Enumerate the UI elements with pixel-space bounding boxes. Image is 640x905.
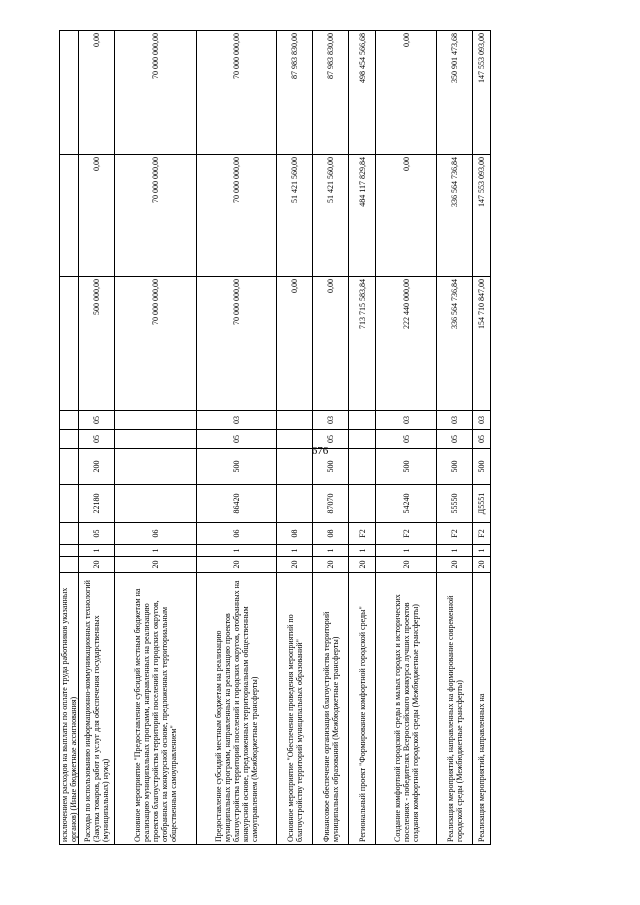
amount-year-2: 70 000 000,00 (197, 155, 277, 277)
program-code: 20 (79, 557, 115, 573)
amount-year-1: 70 000 000,00 (115, 277, 197, 411)
amount-year-3: 87 983 830,00 (277, 31, 313, 155)
expense-type (349, 449, 376, 485)
amount-year-2: 51 421 560,00 (313, 155, 349, 277)
row-name: Предоставление субсидий местным бюджетам на реализацию муниципальных программ, направленных на реализацию проектов благоустройства территорий поселений и городских округов, отобранных на конкурсной основе, предложенных территориальным общественным самоуправлением (Межбюджетные трансферты) (197, 573, 277, 845)
subsection-code: 03 (473, 411, 491, 430)
program-code: 20 (473, 557, 491, 573)
direction-code (277, 485, 313, 523)
row-name: Реализация мероприятий, направленных на (473, 573, 491, 845)
program-code: 20 (437, 557, 473, 573)
table-row (313, 31, 349, 845)
amount-year-2: 0,00 (376, 155, 437, 277)
program-code: 20 (349, 557, 376, 573)
amount-year-3 (60, 31, 79, 155)
table-row (437, 31, 473, 845)
amount-year-2: 147 553 093,00 (473, 155, 491, 277)
event-code: 06 (115, 523, 197, 545)
amount-year-1: 336 564 736,84 (437, 277, 473, 411)
amount-year-1: 0,00 (277, 277, 313, 411)
amount-year-1 (60, 277, 79, 411)
event-code: 08 (313, 523, 349, 545)
subprogram-code: 1 (349, 545, 376, 557)
expense-type: 500 (197, 449, 277, 485)
amount-year-1: 713 715 583,84 (349, 277, 376, 411)
expense-type (115, 449, 197, 485)
subprogram-code (60, 545, 79, 557)
program-code: 20 (277, 557, 313, 573)
table-row (60, 31, 79, 845)
amount-year-1: 154 710 847,00 (473, 277, 491, 411)
event-code: 05 (79, 523, 115, 545)
subprogram-code: 1 (79, 545, 115, 557)
amount-year-3: 87 983 830,00 (313, 31, 349, 155)
section-code: 05 (473, 430, 491, 449)
section-code (277, 430, 313, 449)
section-code (115, 430, 197, 449)
direction-code (60, 485, 79, 523)
program-code (60, 557, 79, 573)
program-code: 20 (376, 557, 437, 573)
page-number: 676 (311, 445, 329, 457)
row-name: Реализация мероприятий, направленных на формирование современной городской среды (Межбюджетные трансферты) (437, 573, 473, 845)
direction-code (349, 485, 376, 523)
subprogram-code: 1 (376, 545, 437, 557)
subsection-code: 03 (376, 411, 437, 430)
row-name: Создание комфортной городской среды в малых городах и исторических поселениях - победителях Всероссийского конкурса лучших проектов создания комфортной городской среды (Межбюджетные трансферты) (376, 573, 437, 845)
table-row (115, 31, 197, 845)
section-code: 05 (437, 430, 473, 449)
subprogram-code: 1 (197, 545, 277, 557)
program-code: 20 (197, 557, 277, 573)
event-code: F2 (376, 523, 437, 545)
section-code: 05 (197, 430, 277, 449)
subsection-code: 03 (197, 411, 277, 430)
subsection-code (349, 411, 376, 430)
amount-year-2: 70 000 000,00 (115, 155, 197, 277)
amount-year-2 (60, 155, 79, 277)
table-row (376, 31, 437, 845)
subsection-code: 05 (79, 411, 115, 430)
row-name: Основное мероприятие "Обеспечение проведения мероприятий по благоустройству территорий муниципальных образований" (277, 573, 313, 845)
amount-year-3: 0,00 (79, 31, 115, 155)
amount-year-3: 498 454 566,68 (349, 31, 376, 155)
amount-year-2: 51 421 560,00 (277, 155, 313, 277)
row-name: Финансовое обеспечение организации благоустройства территорий муниципальных образований (Межбюджетные трансферты) (313, 573, 349, 845)
event-code (60, 523, 79, 545)
direction-code: 87070 (313, 485, 349, 523)
expense-type (60, 449, 79, 485)
subsection-code (277, 411, 313, 430)
amount-year-3: 70 000 000,00 (115, 31, 197, 155)
subprogram-code: 1 (437, 545, 473, 557)
table-row (197, 31, 277, 845)
program-code: 20 (313, 557, 349, 573)
event-code: F2 (349, 523, 376, 545)
row-name: Региональный проект "Формирование комфортной городской среды" (349, 573, 376, 845)
amount-year-3: 147 553 093,00 (473, 31, 491, 155)
expense-type (277, 449, 313, 485)
amount-year-3: 350 901 473,68 (437, 31, 473, 155)
expense-type: 200 (79, 449, 115, 485)
event-code: F2 (473, 523, 491, 545)
amount-year-1: 0,00 (313, 277, 349, 411)
row-name: Расходы по использованию информационно-коммуникационных технологий (Закупка товаров, работ и услуг для обеспечения государственных (муниципальных) нужд) (79, 573, 115, 845)
table-row (349, 31, 376, 845)
amount-year-1: 70 000 000,00 (197, 277, 277, 411)
budget-table (59, 30, 491, 845)
subsection-code: 03 (313, 411, 349, 430)
direction-code: 54240 (376, 485, 437, 523)
subsection-code (60, 411, 79, 430)
section-code: 05 (376, 430, 437, 449)
section-code (349, 430, 376, 449)
expense-type: 500 (473, 449, 491, 485)
direction-code: Д5551 (473, 485, 491, 523)
section-code: 05 (79, 430, 115, 449)
amount-year-2: 336 564 736,84 (437, 155, 473, 277)
amount-year-3: 70 000 000,00 (197, 31, 277, 155)
budget-table-container (59, 31, 585, 845)
section-code (60, 430, 79, 449)
section-code: 05 (313, 430, 349, 449)
expense-type: 500 (313, 449, 349, 485)
event-code: 06 (197, 523, 277, 545)
direction-code: 22180 (79, 485, 115, 523)
event-code: F2 (437, 523, 473, 545)
event-code: 08 (277, 523, 313, 545)
table-body (60, 31, 491, 845)
direction-code (115, 485, 197, 523)
program-code: 20 (115, 557, 197, 573)
table-row (79, 31, 115, 845)
expense-type: 500 (437, 449, 473, 485)
table-row (473, 31, 491, 845)
subprogram-code: 1 (313, 545, 349, 557)
expense-type: 500 (376, 449, 437, 485)
amount-year-1: 500 000,00 (79, 277, 115, 411)
subprogram-code: 1 (473, 545, 491, 557)
amount-year-2: 484 117 829,84 (349, 155, 376, 277)
direction-code: 86420 (197, 485, 277, 523)
amount-year-3: 0,00 (376, 31, 437, 155)
subprogram-code: 1 (277, 545, 313, 557)
rotated-table-area (59, 31, 585, 845)
row-name: Основное мероприятие "Предоставление субсидий местным бюджетам на реализацию муниципальных программ, направленных на реализацию проектов благоустройства территорий поселений и городских округов, отобранных на конкурсной основе, предложенных территориальным общественным самоуправлением" (115, 573, 197, 845)
subprogram-code: 1 (115, 545, 197, 557)
amount-year-2: 0,00 (79, 155, 115, 277)
direction-code: 55550 (437, 485, 473, 523)
subsection-code (115, 411, 197, 430)
amount-year-1: 222 440 000,00 (376, 277, 437, 411)
subsection-code: 03 (437, 411, 473, 430)
table-row (277, 31, 313, 845)
row-name: исключением расходов на выплаты по оплате труда работников указанных органов) (Иные бюджетные ассигнования) (60, 573, 79, 845)
